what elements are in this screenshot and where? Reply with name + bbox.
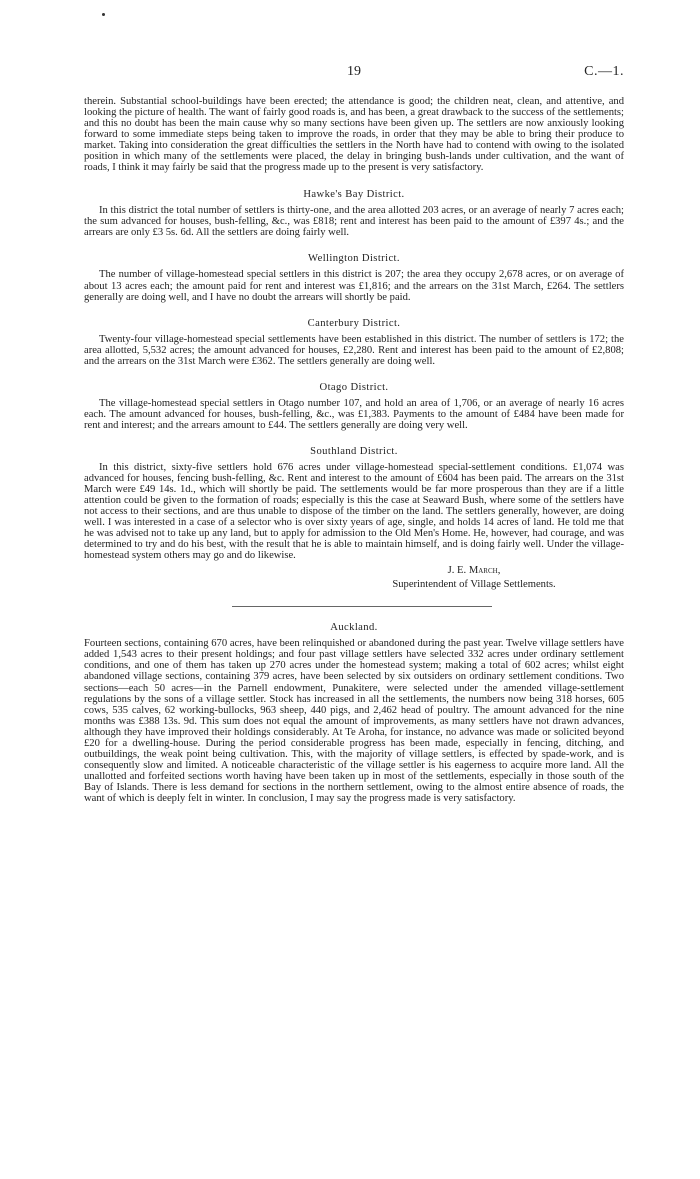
paragraph-southland: In this district, sixty-five settlers hold 676 acres under village-homestead special-settlement conditions. £1,074 was advanced for houses, fencing bush-felling, &c. Rent and interest to the amount of £604 has been paid. The arrears on the 31st March were £49 14s. 1d., which will shortly be paid. The settlements would be far more prosperous than they are if a little attention could be given to the formation of roads; especially is this the case at Seaward Bush, where some of the settlers have not access to their sections, and are thus unable to dispose of the timber on the land. The settlers generally, however, are doing well. I was interested in a case of a selector who is over sixty years of age, single, and holds 14 acres of land. He told me that he was advised not to take up any land, but to apply for admission to the Old Men's Home. He, however, had courage, and was determined to try and do his best, with the result that he is able to maintain himself, and is doing fairly well. Under the village-homestead system others may go and do likewise. [84,461,624,562]
page-body [84,96,624,804]
paragraph-canterbury: Twenty-four village-homestead special settlements have been established in this district. The number of settlers is 172; the area allotted, 5,532 acres; the amount advanced for houses, £2,280. Rent and interest has been paid to the amount of £2,808; and the arrears on the 31st March were £362. The settlers generally are doing well. [84,333,624,367]
document-reference: C.—1. [584,64,624,79]
page-header [84,64,624,82]
heading-canterbury: Canterbury District. [307,317,401,329]
signature-title: Superintendent of Village Settlements. [392,579,556,591]
intro-paragraph: therein. Substantial school-buildings have been erected; the attendance is good; the children neat, clean, and attentive, and looking the picture of health. The want of fairly good roads is, and has been, a great drawback to the success of the settlements; and this no doubt has been the main cause why so many sections have been given up. The settlers are now anxiously looking forward to some immediate steps being taken to improve the roads, in order that they may be able to bring their produce to market. Taking into consideration the great difficulties the settlers in the North have had to contend with owing to the isolated position in which many of the settlements were placed, the delay in bringing bush-lands under cultivation, and the want of roads, I think it may fairly be said that the progress made up to the present is very satisfactory. [84,96,624,174]
signature-block [374,564,574,592]
stray-mark [102,13,105,16]
signature-name: J. E. March, [447,565,501,577]
heading-auckland: Auckland. [330,622,378,634]
paragraph-hawkes-bay: In this district the total number of settlers is thirty-one, and the area allotted 203 acres, or an average of nearly 7 acres each; the sum advanced for houses, bush-felling, &c., was £818; rent and interest has been paid to the amount of £397 4s.; and the arrears are only £3 5s. 6d. All the settlers are doing fairly well. [84,205,624,239]
heading-southland: Southland District. [310,445,398,457]
paragraph-auckland: Fourteen sections, containing 670 acres, have been relinquished or abandoned during the past year. Twelve village settlers have added 1,543 acres to their present holdings; and four past village settlers have selected 332 acres under ordinary settlement conditions, and one of them has taken up 270 acres under the homestead system; making a total of 602 acres; whilst eight abandoned village sections, containing 379 acres, have been selected by six outsiders on ordinary settlement conditions. Two sections—each 50 acres—in the Parnell endowment, Punakitere, were selected under the amended village-settlement regulations by the sons of a village settler. Stock has increased in all the settlements, the numbers now being 318 horses, 605 cows, 535 calves, 62 working-bullocks, 963 sheep, 440 pigs, and 2,462 head of poultry. The amount advanced for the nine months was £388 13s. 9d. This sum does not equal the amount of improvements, as many settlers have not drawn advances, although they have improved their holdings considerably. At Te Aroha, for instance, no advance was made or solicited beyond £20 for a dwelling-house. During the period considerable progress has been made, especially in fencing, ditching, and outbuildings, the weak point being cultivation. This, with the majority of village settlers, is effected by spade-work, and is consequently slow and limited. A noticeable characteristic of the village settler is his eagerness to acquire more land. All the unallotted and forfeited sections worth having have been taken up in most of the settlements, especially in those south of the Bay of Islands. There is less demand for sections in the northern settlement, owing to the almost entire absence of roads, the want of which is deeply felt in winter. In conclusion, I may say the progress made is very satisfactory. [84,638,624,804]
heading-otago: Otago District. [319,381,389,393]
paragraph-otago: The village-homestead special settlers in Otago number 107, and hold an area of 1,706, or an average of nearly 16 acres each. The amount advanced for houses, bush-felling, &c., was £1,383. Payments to the amount of £484 have been made for rent and interest; and the arrears amount to £44. The settlers generally are doing very well. [84,397,624,431]
section-divider [232,606,492,607]
heading-wellington: Wellington District. [308,253,400,265]
heading-hawkes-bay: Hawke's Bay District. [303,189,405,201]
paragraph-wellington: The number of village-homestead special settlers in this district is 207; the area they occupy 2,678 acres, or on average of about 13 acres each; the amount paid for rent and interest was £1,816; and the arrears on the 31st March, £264. The settlers generally are doing well, and I have no doubt the arrears will shortly be paid. [84,269,624,303]
page-number: 19 [347,64,361,79]
